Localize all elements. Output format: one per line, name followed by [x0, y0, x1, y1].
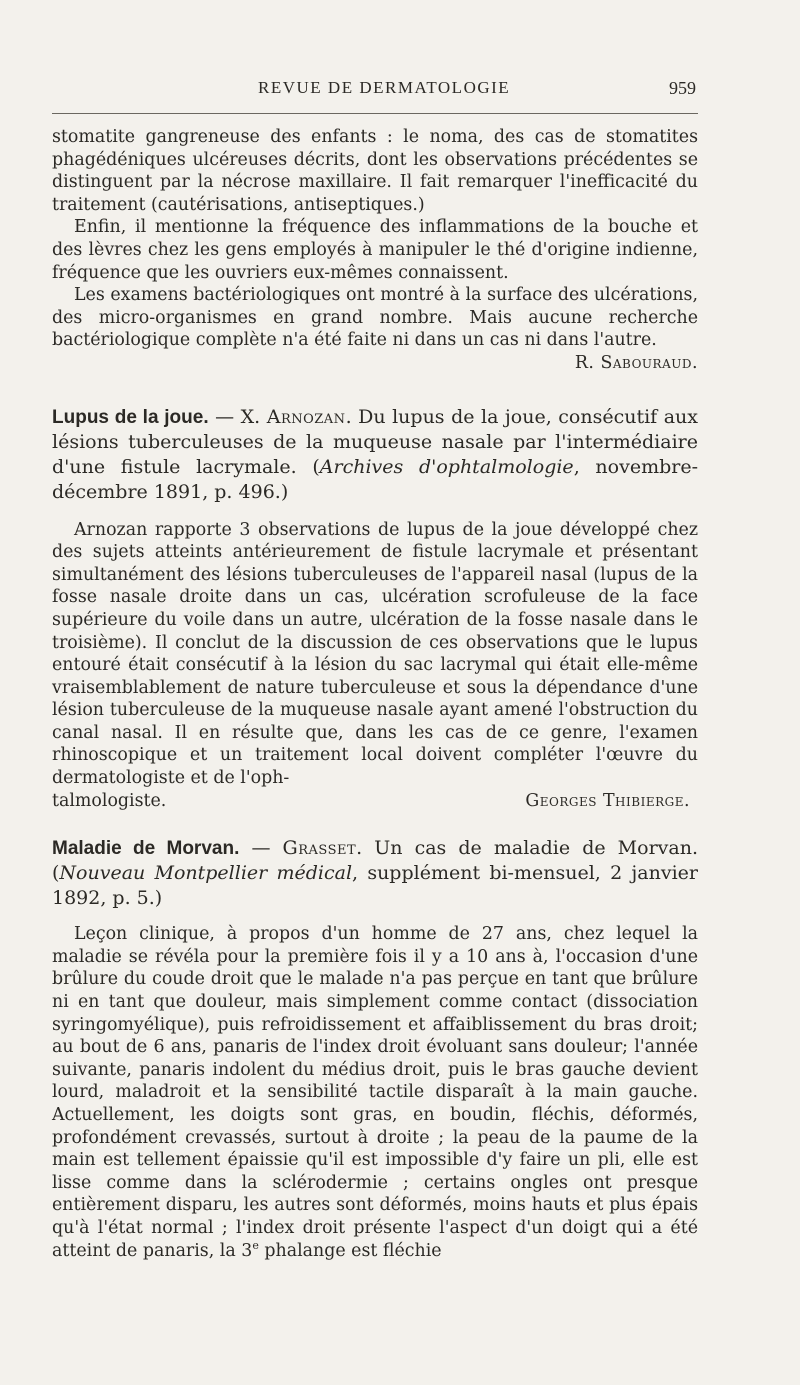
citation: , supplément bi-mensuel, 2 janvier 1892, p. 5.) — [52, 862, 698, 910]
heading-dash: — X. — [208, 405, 267, 428]
article-title: Lupus de la joue. — [52, 406, 209, 428]
running-header — [52, 78, 698, 102]
paragraph: stomatite gangreneuse des enfants : le noma, des cas de stomatites phagédéniques ulcéreuses décrits, dont les observations précédentes se distinguent par la nécrose maxillaire. Il fait remarquer l'inefficacité du traitement (cautérisations, antiseptiques.) — [52, 127, 698, 215]
signature: R. Sabouraud. — [574, 352, 698, 373]
heading-dash: — — [239, 837, 283, 860]
article-title: Maladie de Morvan. — [52, 838, 240, 860]
paragraph-text: Leçon clinique, à propos d'un homme de 27 ans, chez lequel la maladie se révéla pour la première fois il y a 10 ans à, l'occasion d'une brûlure du coude droit que le malade n'a pas perçue en tant que brûlure ni en tant que douleur, mais simplement comme contact (dissociation syringomyélique), puis refroidissement et affaiblissement du bras droit; au bout de 6 ans, panaris de l'index droit évoluant sans douleur; l'année suivante, panaris indolent du médius droit, puis le bras gauche devient lourd, maladroit et la sensibilité tactile disparaît à la main gauche. Actuellement, les doigts sont gras, en boudin, fléchis, déformés, profondément crevassés, surtout à droite ; la peau de la paume de la main est tellement épaissie qu'il est impossible d'y faire un pli, elle est lisse comme dans la sclérodermie ; certains ongles ont presque entièrement disparu, les autres sont déformés, moins hauts et plus épais qu'à l'état normal ; l'index droit présente l'aspect d'un doigt qui a été atteint de panaris, la 3 — [52, 924, 698, 1261]
journal-name: Nouveau Montpellier médical — [59, 862, 353, 885]
superscript: e — [252, 1238, 259, 1252]
citation: , novembre-décembre 1891, p. 496.) — [52, 455, 698, 503]
paragraph: Les examens bactériologiques ont montré à la surface des ulcérations, des micro-organismes en grand nombre. Mais aucune recherche bactériologique complète n'a été faite ni dans un cas ni dans l'autre. — [52, 285, 698, 351]
header-rule — [52, 113, 698, 114]
article-author: Arnozan — [266, 405, 346, 428]
paragraph — [52, 923, 698, 1262]
running-title: REVUE DE DERMATOLOGIE — [258, 78, 511, 97]
spacer — [52, 505, 698, 519]
last-line: talmologiste. — [52, 790, 167, 811]
article-heading — [52, 836, 698, 911]
heading-text: . Un cas de maladie de Morvan.( — [52, 837, 698, 885]
article-heading — [52, 405, 698, 505]
spacer — [52, 911, 698, 923]
signature-row — [52, 790, 698, 813]
body-text — [52, 126, 698, 1262]
journal-name: Archives d'ophtalmologie — [319, 455, 574, 478]
signature: Georges Thibierge. — [525, 790, 690, 811]
spacer — [52, 812, 698, 836]
heading-text: . Du lupus de la joue, consécutif aux lésions tuberculeuses de la muqueuse nasale par l'intermédiaire d'une fistule lacrymale. ( — [52, 405, 699, 478]
page-number: 959 — [669, 78, 696, 98]
paragraph: Enfin, il mentionne la fréquence des inflammations de la bouche et des lèvres chez les gens employés à manipuler le thé d'origine indienne, fréquence que les ouvriers eux-mêmes connaissent. — [52, 217, 698, 283]
paragraph-text-end: phalange est fléchie — [258, 1240, 442, 1261]
paragraph: Arnozan rapporte 3 observations de lupus de la joue développé chez des sujets atteints antérieurement de fistule lacrymale et présentant simultanément des lésions tuberculeuses de l'appareil nasal (lupus de la fosse nasale droite dans un cas, ulcération scrofuleuse de la face supérieure du voile dans un autre, ulcération de la fosse nasale dans le troisième). Il conclut de la discussion de ces observations que le lupus entouré était consécutif à la lésion du sac lacrymal qui était elle-même vraisemblablement de nature tuberculeuse et sous la dépendance d'une lésion tuberculeuse de la muqueuse nasale ayant amené l'obstruction du canal nasal. Il en résulte que, dans les cas de ce genre, l'examen rhinoscopique et un traitement local doivent compléter l'œuvre du dermatologiste et de l'oph- — [52, 519, 698, 789]
article-author: Grasset — [282, 837, 357, 860]
spacer — [52, 375, 698, 405]
